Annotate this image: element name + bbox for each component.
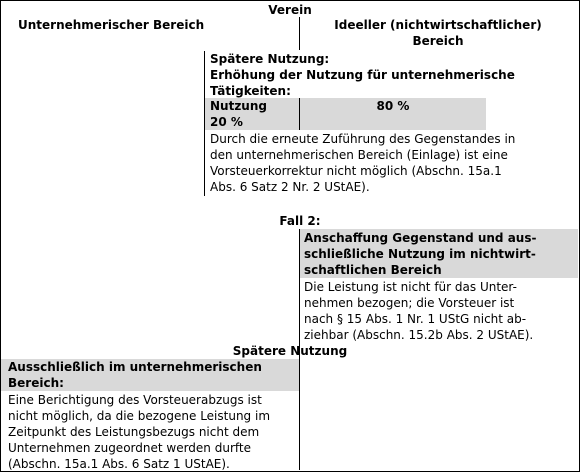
later-use-text-line-2: nicht möglich, da die bezogene Leistung im	[8, 409, 271, 423]
case2-text-line-2: nehmen bezogen; die Vorsteuer ist	[304, 296, 515, 310]
usage-label-line-1: Nutzung	[210, 99, 267, 113]
usage-label-line-2: 20 %	[210, 115, 243, 129]
right-column-header-line-1: Ideeller (nichtwirtschaftlicher)	[334, 18, 542, 32]
case1-text-line-1: Durch die erneute Zuführung des Gegenstandes in	[210, 132, 516, 146]
title: Verein	[268, 3, 312, 17]
case1-text-line-3: Vorsteuerkorrektur nicht möglich (Abschn. 15a.1	[210, 164, 502, 178]
case2-heading-line-3: schaftlichen Bereich	[304, 263, 442, 277]
case1-heading-line-2: Erhöhung der Nutzung für unternehmerische	[210, 68, 515, 82]
case1-text-line-4: Abs. 6 Satz 2 Nr. 2 UStAE).	[210, 180, 370, 194]
case2-label: Fall 2:	[279, 214, 321, 228]
usage-value: 80 %	[376, 99, 410, 113]
later-use-heading-line-1: Ausschließlich im unternehmerischen	[8, 360, 262, 374]
later-use-heading-line-2: Bereich:	[8, 376, 64, 390]
later-use-text-line-1: Eine Berichtigung des Vorsteuerabzugs ist	[8, 393, 262, 407]
later-use-label: Spätere Nutzung	[232, 344, 348, 358]
column-divider-top	[299, 17, 300, 50]
later-use-text-line-3: Zeitpunkt des Leistungsbezugs nicht dem	[8, 425, 260, 439]
case2-text-line-1: Die Leistung ist nicht für das Unter-	[304, 280, 517, 294]
later-use-text-line-4: Unternehmen zugeordnet werden durfte	[8, 441, 251, 455]
case2-heading-line-2: schließliche Nutzung im nichtwirt-	[304, 247, 536, 261]
right-column-header-line-2: Bereich	[412, 34, 464, 48]
case2-heading-line-1: Anschaffung Gegenstand und aus-	[304, 231, 537, 245]
case1-heading-line-1: Spätere Nutzung:	[210, 52, 330, 66]
case2-text-line-3: nach § 15 Abs. 1 Nr. 1 UStG nicht ab-	[304, 312, 527, 326]
case1-text-line-2: den unternehmerischen Bereich (Einlage) ist eine	[210, 148, 508, 162]
later-use-text-line-5: (Abschn. 15a.1 Abs. 6 Satz 1 UStAE).	[8, 457, 230, 471]
case1-heading-line-3: Tätigkeiten:	[210, 84, 291, 98]
case2-text-line-4: ziehbar (Abschn. 15.2b Abs. 2 UStAE).	[304, 328, 534, 342]
left-column-header: Unternehmerischer Bereich	[18, 18, 205, 32]
